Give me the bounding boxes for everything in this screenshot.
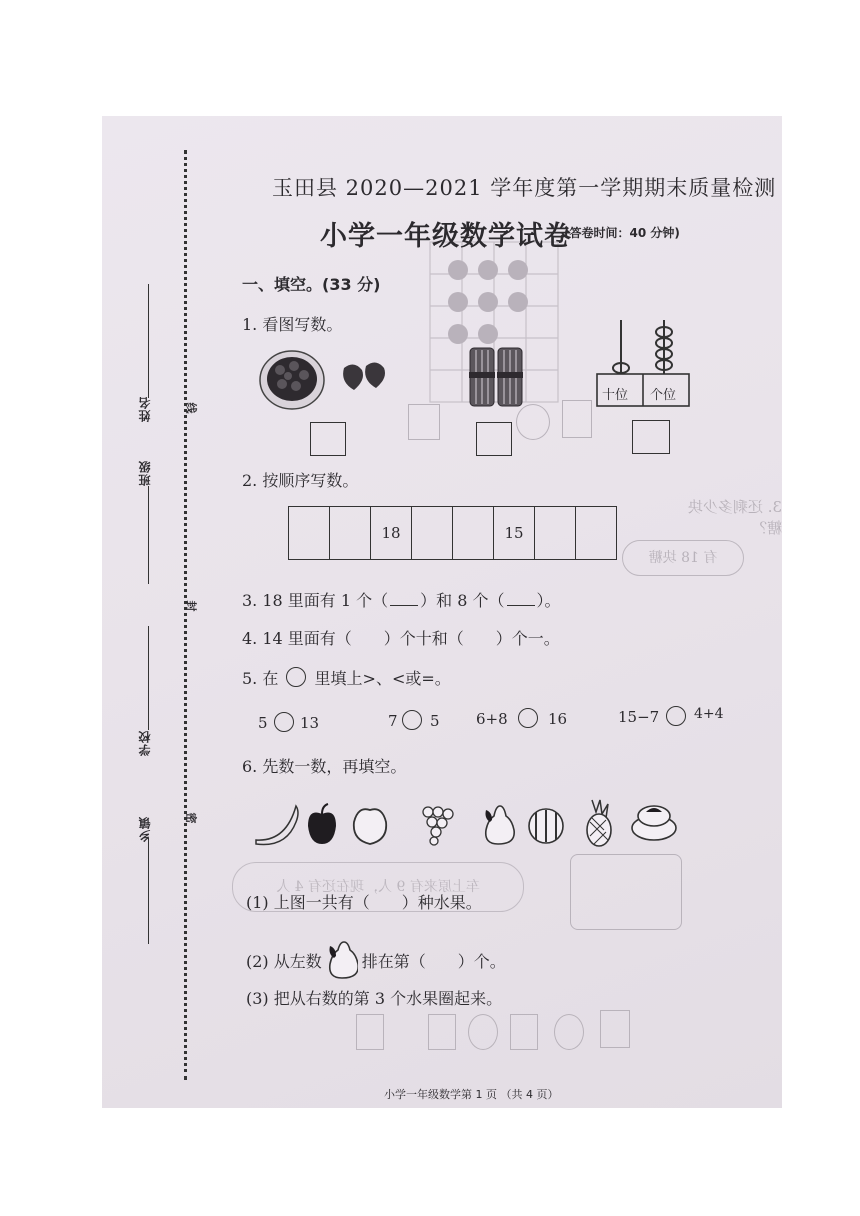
town-underline [148,838,149,944]
pear-icon [486,806,515,844]
blank-circle-icon [286,667,306,687]
name-underline [148,284,149,398]
bleed-text: 3. 还剩多少块糖？ [687,498,782,537]
compare-right: 4+4 [694,706,724,722]
exam-paper [102,116,782,1108]
question-3-part: ）和 8 个（ [420,591,505,610]
binding-dotted-line [184,150,187,1080]
exam-time-note: (答卷时间：40 分钟) [564,226,680,240]
compare-circle[interactable] [518,708,538,728]
strawberry-plate-icon [258,348,394,414]
pineapple-icon [587,800,611,846]
sequence-cell[interactable] [330,507,371,559]
answer-box[interactable] [310,422,346,456]
compare-circle[interactable] [666,706,686,726]
bleed-speech-bubble: 有 18 块糖 [622,540,744,576]
compare-left: 6+8 [476,710,508,728]
question-6-3: (3) 把从右数的第 3 个水果圈起来。 [246,989,503,1008]
compare-right: 5 [430,712,440,730]
grapes-icon [423,807,453,845]
sequence-cell[interactable] [289,507,330,559]
question-4: 4. 14 里面有（ ）个十和（ ）个一。 [242,629,560,648]
page-footer: 小学一年级数学第 1 页 （共 4 页） [384,1088,559,1101]
compare-right: 13 [300,714,320,732]
question-5 [242,666,451,689]
section-heading: 一、填空。(33 分) [242,275,381,294]
fruit-row [252,792,702,852]
ones-place-label: 个位 [650,388,677,403]
sequence-cell[interactable] [412,507,453,559]
question-6-2-part: 排在第（ ）个。 [361,951,506,971]
sequence-cell[interactable]: 18 [371,507,412,559]
peach-icon [354,809,386,844]
town-label: 乡镇 [138,816,152,842]
school-label: 学校 [138,730,152,756]
question-5-part: 里填上>、<或=。 [314,669,451,688]
compare-left: 5 [258,714,268,732]
compare-left: 15−7 [618,708,660,726]
answer-box[interactable] [476,422,512,456]
stick-bundles-icon [466,344,528,410]
bleed-speech-bubble: 车上原来有 9 人，现在还有 4 人 [232,862,524,912]
sequence-cell[interactable]: 15 [494,507,535,559]
blank-line[interactable] [507,605,535,606]
school-underline [148,626,149,730]
class-label: 班级 [138,460,152,486]
seal-secret-label: 密 [184,812,198,824]
bleed-circle [554,1014,584,1050]
bleed-box [600,1010,630,1048]
banana-icon [256,806,298,845]
tens-place-label: 十位 [602,388,629,403]
apple-icon [308,804,336,844]
bleed-box [510,1014,538,1050]
seal-line-label: 线 [184,402,198,414]
question-5-part: 5. 在 [242,669,279,688]
question-6: 6. 先数一数，再填空。 [242,757,407,776]
question-6-2-part: (2) 从左数 [246,951,322,971]
compare-circle[interactable] [274,712,294,732]
question-3-part: 3. 18 里面有 1 个（ [242,591,389,610]
bleed-circle [468,1014,498,1050]
watermelon-icon [529,809,563,843]
question-6-1: (1) 上图一共有（ ）种水果。 [246,893,482,912]
name-label: 姓名 [138,396,152,422]
question-3-part: ）。 [536,591,561,610]
bleed-box [428,1014,456,1050]
question-3 [242,588,561,611]
compare-circle[interactable] [402,710,422,730]
question-2: 2. 按顺序写数。 [242,471,359,490]
question-6-2 [246,940,506,980]
number-sequence-row [288,506,617,560]
bleed-box [562,400,592,438]
pear-icon [326,940,358,980]
bleed-bus [570,854,682,930]
seal-seal-label: 封 [184,600,198,612]
blank-line[interactable] [390,605,418,606]
sequence-cell[interactable] [576,507,616,559]
exam-title: 玉田县 2020—2021 学年度第一学期期末质量检测 [272,176,777,200]
compare-left: 7 [388,712,398,730]
class-underline [148,486,149,584]
sequence-cell[interactable] [453,507,494,559]
answer-box[interactable] [632,420,670,454]
persimmon-icon [632,806,676,840]
sequence-cell[interactable] [535,507,576,559]
bleed-box [356,1014,384,1050]
question-1: 1. 看图写数。 [242,315,343,334]
compare-right: 16 [548,710,568,728]
bleed-box [408,404,440,440]
exam-subject-title: 小学一年级数学试卷 [320,221,572,252]
